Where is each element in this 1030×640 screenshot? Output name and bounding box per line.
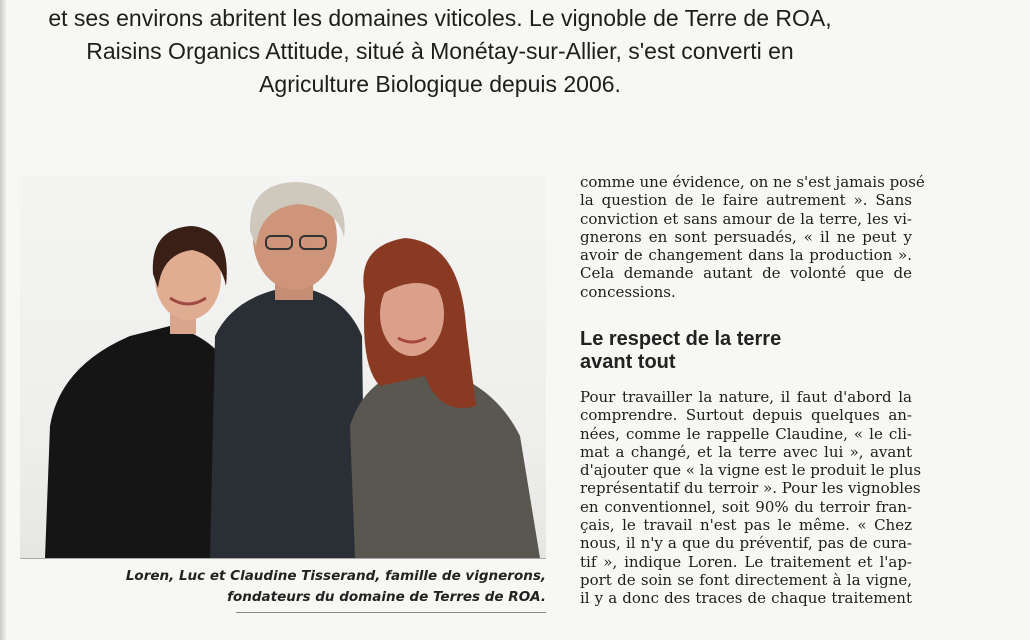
text-line: çais, le travail n'est pas le même. « Chez <box>580 516 912 535</box>
text-line: comme une évidence, on ne s'est jamais posé <box>580 173 925 191</box>
text-line: nous, il n'y a que du préventif, pas de cura- <box>580 534 912 553</box>
text-line: il y a donc des traces de chaque traitement <box>580 589 912 608</box>
text-line: mat a changé, et la terre avec lui », avant <box>580 442 912 461</box>
text-line: comprendre. Surtout depuis quelques an- <box>580 406 912 425</box>
text-line: Cela demande autant de volonté que de <box>580 264 912 283</box>
family-photo-illustration <box>20 176 546 558</box>
family-photo <box>20 176 546 559</box>
heading-line: Le respect de la terre <box>580 328 782 350</box>
text-line: port de soin se font directement à la vigne, <box>580 570 912 589</box>
text-line: représentatif du terroir ». Pour les vignobles <box>580 479 921 498</box>
caption-line: fondateurs du domaine de Terres de ROA. <box>227 589 546 605</box>
intro-line: et ses environs abritent les domaines viticoles. Le vignoble de Terre de ROA, <box>48 5 832 31</box>
text-line: la question de le faire autrement ». Sans <box>580 191 912 210</box>
intro-paragraph <box>20 2 860 101</box>
text-line: gnerons en sont persuadés, « il ne peut y <box>580 227 912 246</box>
text-line: tif », indique Loren. Le traitement et l'ap- <box>580 552 912 571</box>
article-column-bottom <box>580 388 922 608</box>
person-luc <box>210 182 365 558</box>
text-line: Pour travailler la nature, il faut d'abord la <box>580 388 912 406</box>
text-line: conviction et sans amour de la terre, les vi- <box>580 209 912 228</box>
caption-line: Loren, Luc et Claudine Tisserand, famille de vignerons, <box>125 568 546 584</box>
photo-caption <box>20 566 546 608</box>
intro-line: Raisins Organics Attitude, situé à Monétay-sur-Allier, s'est converti en <box>86 38 794 64</box>
page-edge-shadow <box>0 0 6 640</box>
heading-line: avant tout <box>580 351 676 373</box>
text-line: en conventionnel, soit 90% du terroir fran- <box>580 497 912 516</box>
intro-line: Agriculture Biologique depuis 2006. <box>259 71 621 97</box>
caption-divider <box>236 612 546 613</box>
text-line: d'ajouter que « la vigne est le produit le plus <box>580 461 922 480</box>
text-line: concessions. <box>580 282 676 301</box>
article-column-top <box>580 173 925 301</box>
section-heading <box>580 328 912 374</box>
text-line: nées, comme le rappelle Claudine, « le cli- <box>580 424 912 443</box>
person-claudine <box>350 238 540 558</box>
text-line: avoir de changement dans la production ». <box>580 246 912 265</box>
